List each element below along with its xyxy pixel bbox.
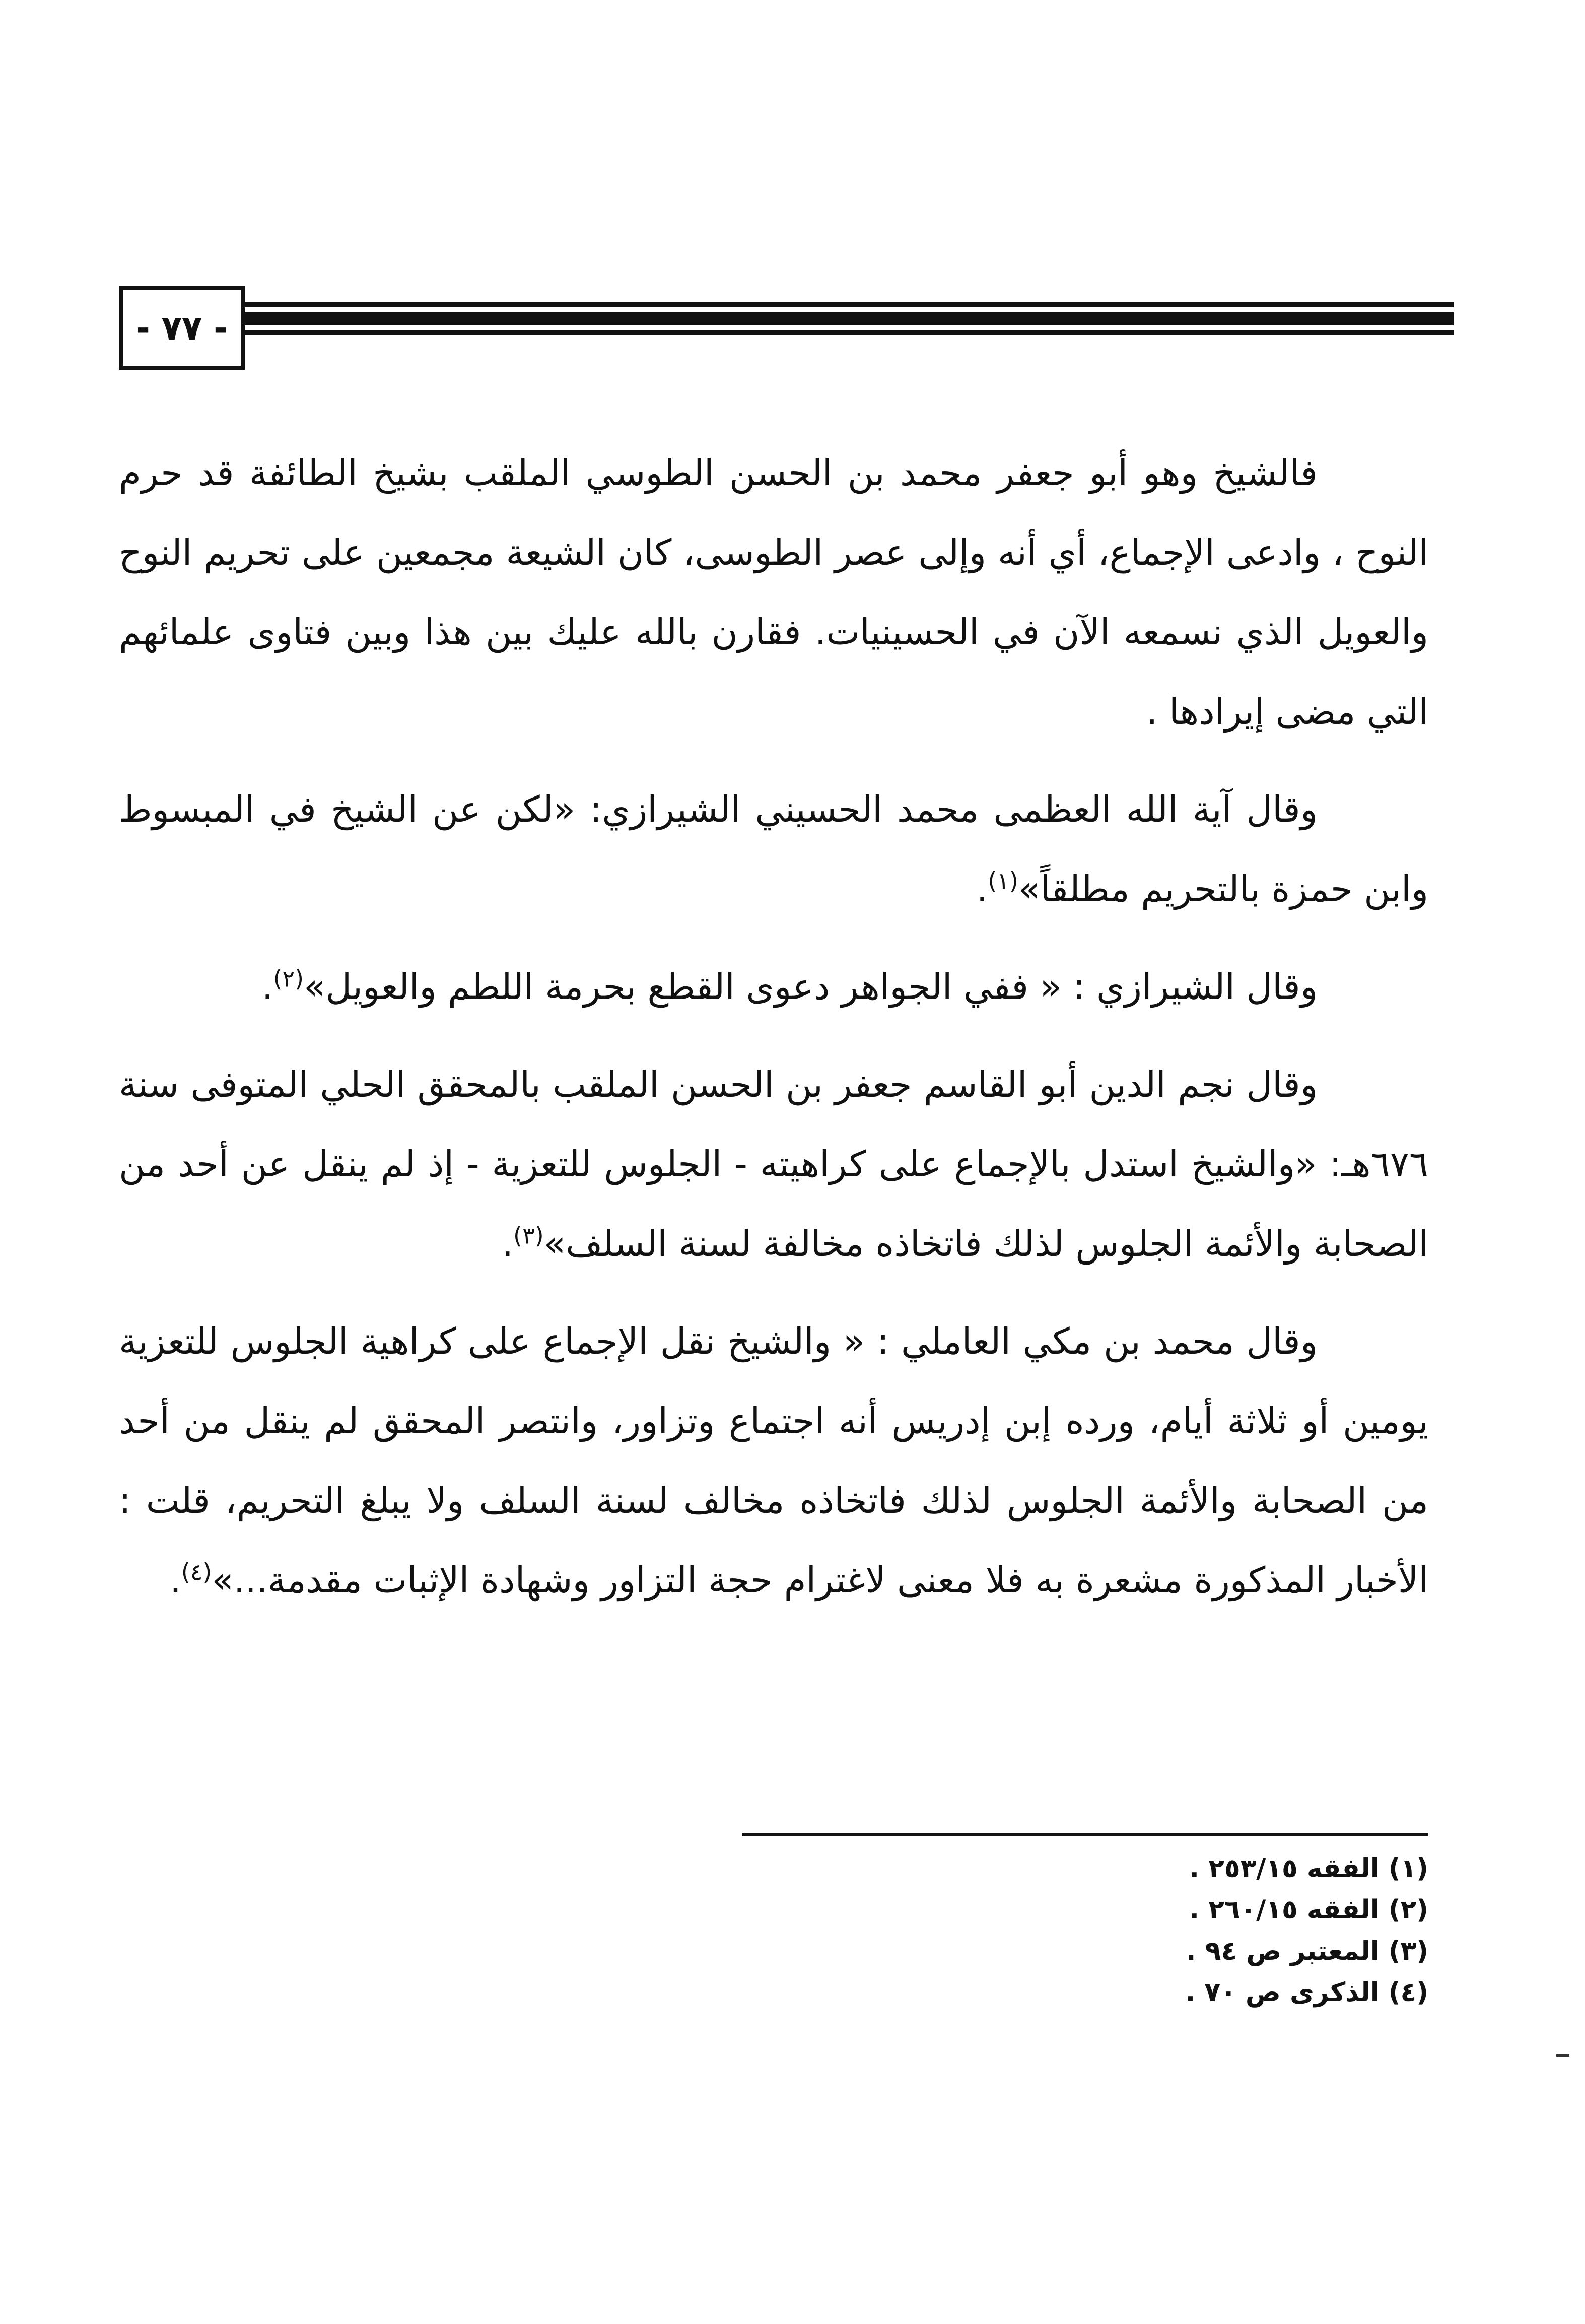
footnote-ref-2: (٢) <box>273 965 304 992</box>
footnote-4: (٤) الذكرى ص ٧٠ . <box>1185 1977 1428 2008</box>
body-text <box>119 433 1428 1638</box>
paragraph-2: وقال آية الله العظمى محمد الحسيني الشيرازي: «لكن عن الشيخ في المبسوط وابن حمزة بالتحريم مطلقاً»$^{(١)}$. <box>119 788 1428 910</box>
paragraph-1-text: فالشيخ وهو أبو جعفر محمد بن الحسن الطوسي الملقب بشيخ الطائفة قد حرم النوح ، وادعى الإجماع، أي أنه وإلى عصر الطوسى، كان الشيعة مجمعين على تحريم النوح والعويل الذي نسمعه الآن في الحسينيات. فقارن بالله عليك بين هذا وبين فتاوى علمائهم التي مضى إيرادها . <box>119 452 1428 733</box>
header-rule-top <box>245 302 1454 307</box>
page-number-box <box>119 286 245 370</box>
footnote-2: (٢) الفقه ٢٦٠/١٥ . <box>1189 1895 1428 1925</box>
paragraph-4-text: وقال نجم الدين أبو القاسم جعفر بن الحسن الملقب بالمحقق الحلي المتوفى سنة ٦٧٦هـ: «والشيخ استدل بالإجماع على كراهيته - الجلوس للتعزية - إذ لم ينقل عن أحد من الصحابة والأئمة الجلوس لذلك فاتخاذه مخالفة لسنة السلف» <box>119 1064 1428 1265</box>
paragraph-5-text: وقال محمد بن مكي العاملي : « والشيخ نقل الإجماع على كراهية الجلوس للتعزية يومين أو ثلاثة أيام، ورده إبن إدريس أنه اجتماع وتزاور، وانتصر المحقق لم ينقل من أحد من الصحابة والأئمة الجلوس لذلك فاتخاذه مخالف لسنة السلف ولا يبلغ التحريم، قلت : الأخبار المذكورة مشعرة به فلا معنى لاغترام حجة التزاور وشهادة الإثبات مقدمة...» <box>119 1320 1428 1601</box>
paragraph-1 <box>119 433 1428 752</box>
footnote-1: (١) الفقه ٢٥٣/١٥ . <box>1189 1853 1428 1884</box>
footnote-separator <box>742 1833 1428 1836</box>
paragraph-4: وقال نجم الدين أبو القاسم جعفر بن الحسن الملقب بالمحقق الحلي المتوفى سنة ٦٧٦هـ: «والشيخ استدل بالإجماع على كراهيته - الجلوس للتعزية - إذ لم ينقل عن أحد من الصحابة والأئمة الجلوس لذلك فاتخاذه مخالفة لسنة السلف»$^{(٣)}$. <box>119 1064 1428 1265</box>
page-number: - ٧٧ - <box>136 308 228 348</box>
paragraph-3-text: وقال الشيرازي : « ففي الجواهر دعوى القطع بحرمة اللطم والعويل» <box>304 966 1318 1008</box>
margin-mark <box>1556 2054 1569 2057</box>
footnotes <box>623 1848 1428 2013</box>
footnote-ref-1: (١) <box>988 867 1018 895</box>
footnote-ref-4: (٤) <box>181 1558 212 1586</box>
header-rule-bottom <box>245 330 1454 335</box>
paragraph-3: وقال الشيرازي : « ففي الجواهر دعوى القطع بحرمة اللطم والعويل»$^{(٢)}$. <box>261 965 1318 1008</box>
footnote-ref-3: (٣) <box>513 1222 544 1249</box>
paragraph-2-text: وقال آية الله العظمى محمد الحسيني الشيرازي: «لكن عن الشيخ في المبسوط وابن حمزة بالتحريم مطلقاً» <box>119 788 1428 910</box>
header-rule-middle <box>245 312 1454 325</box>
footnote-3: (٣) المعتبر ص ٩٤ . <box>1186 1936 1428 1966</box>
paragraph-5: وقال محمد بن مكي العاملي : « والشيخ نقل الإجماع على كراهية الجلوس للتعزية يومين أو ثلاثة أيام، ورده إبن إدريس أنه اجتماع وتزاور، وانتصر المحقق لم ينقل من أحد من الصحابة والأئمة الجلوس لذلك فاتخاذه مخالف لسنة السلف ولا يبلغ التحريم، قلت : الأخبار المذكورة مشعرة به فلا معنى لاغترام حجة التزاور وشهادة الإثبات مقدمة...»$^{(٤)}$. <box>119 1320 1428 1601</box>
